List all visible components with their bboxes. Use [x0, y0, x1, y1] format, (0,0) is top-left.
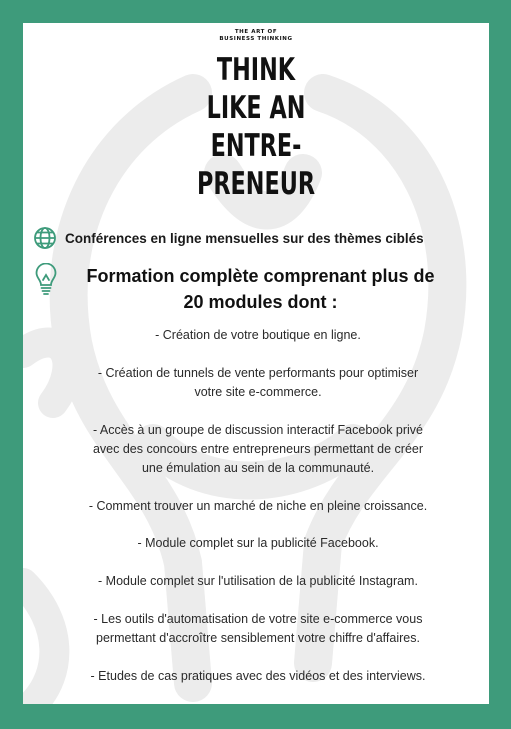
logo-tagline-2: BUSINESS THINKING [219, 36, 293, 42]
module-item [55, 421, 461, 478]
logo-line-2: LIKE AN [206, 90, 306, 126]
logo-line-1: THINK [216, 52, 296, 88]
module-item [55, 326, 461, 345]
module-item [55, 364, 461, 402]
module-line: une émulation au sein de la communauté. [141, 461, 375, 475]
module-line: - Etudes de cas pratiques avec des vidéos et des interviews. [90, 669, 426, 683]
module-line: votre site e-commerce. [194, 385, 322, 399]
conferences-row [33, 226, 424, 250]
module-line: - Accès à un groupe de discussion interactif Facebook privé [92, 423, 424, 437]
module-line: - Création de votre boutique en ligne. [155, 328, 361, 342]
logo-line-3: ENTRE- [210, 128, 302, 164]
module-line: - Module complet sur l'utilisation de la publicité Instagram. [98, 574, 418, 588]
flyer-page [23, 23, 489, 704]
module-item [55, 497, 461, 516]
module-line: - Module complet sur la publicité Facebook. [137, 536, 379, 550]
module-line: - Comment trouver un marché de niche en pleine croissance. [88, 499, 428, 513]
module-line: - Création de tunnels de vente performants pour optimiser [97, 366, 419, 380]
formation-title-1: Formation complète comprenant plus de [86, 266, 435, 286]
globe-icon [33, 226, 57, 250]
logo-tagline-1: THE ART OF [234, 29, 278, 35]
module-item [55, 572, 461, 591]
module-line: - Les outils d'automatisation de votre site e-commerce vous [93, 612, 423, 626]
formation-title-2: 20 modules dont : [183, 292, 338, 312]
module-item [55, 667, 461, 686]
module-line: avec des concours entre entrepreneurs permettant de créer [92, 442, 424, 456]
module-item [55, 610, 461, 648]
logo-line-4: PRENEUR [196, 166, 316, 202]
conferences-text: Conférences en ligne mensuelles sur des thèmes ciblés [65, 230, 424, 246]
module-item [55, 534, 461, 553]
module-line: permettant d'accroître sensiblement votre chiffre d'affaires. [96, 631, 420, 645]
